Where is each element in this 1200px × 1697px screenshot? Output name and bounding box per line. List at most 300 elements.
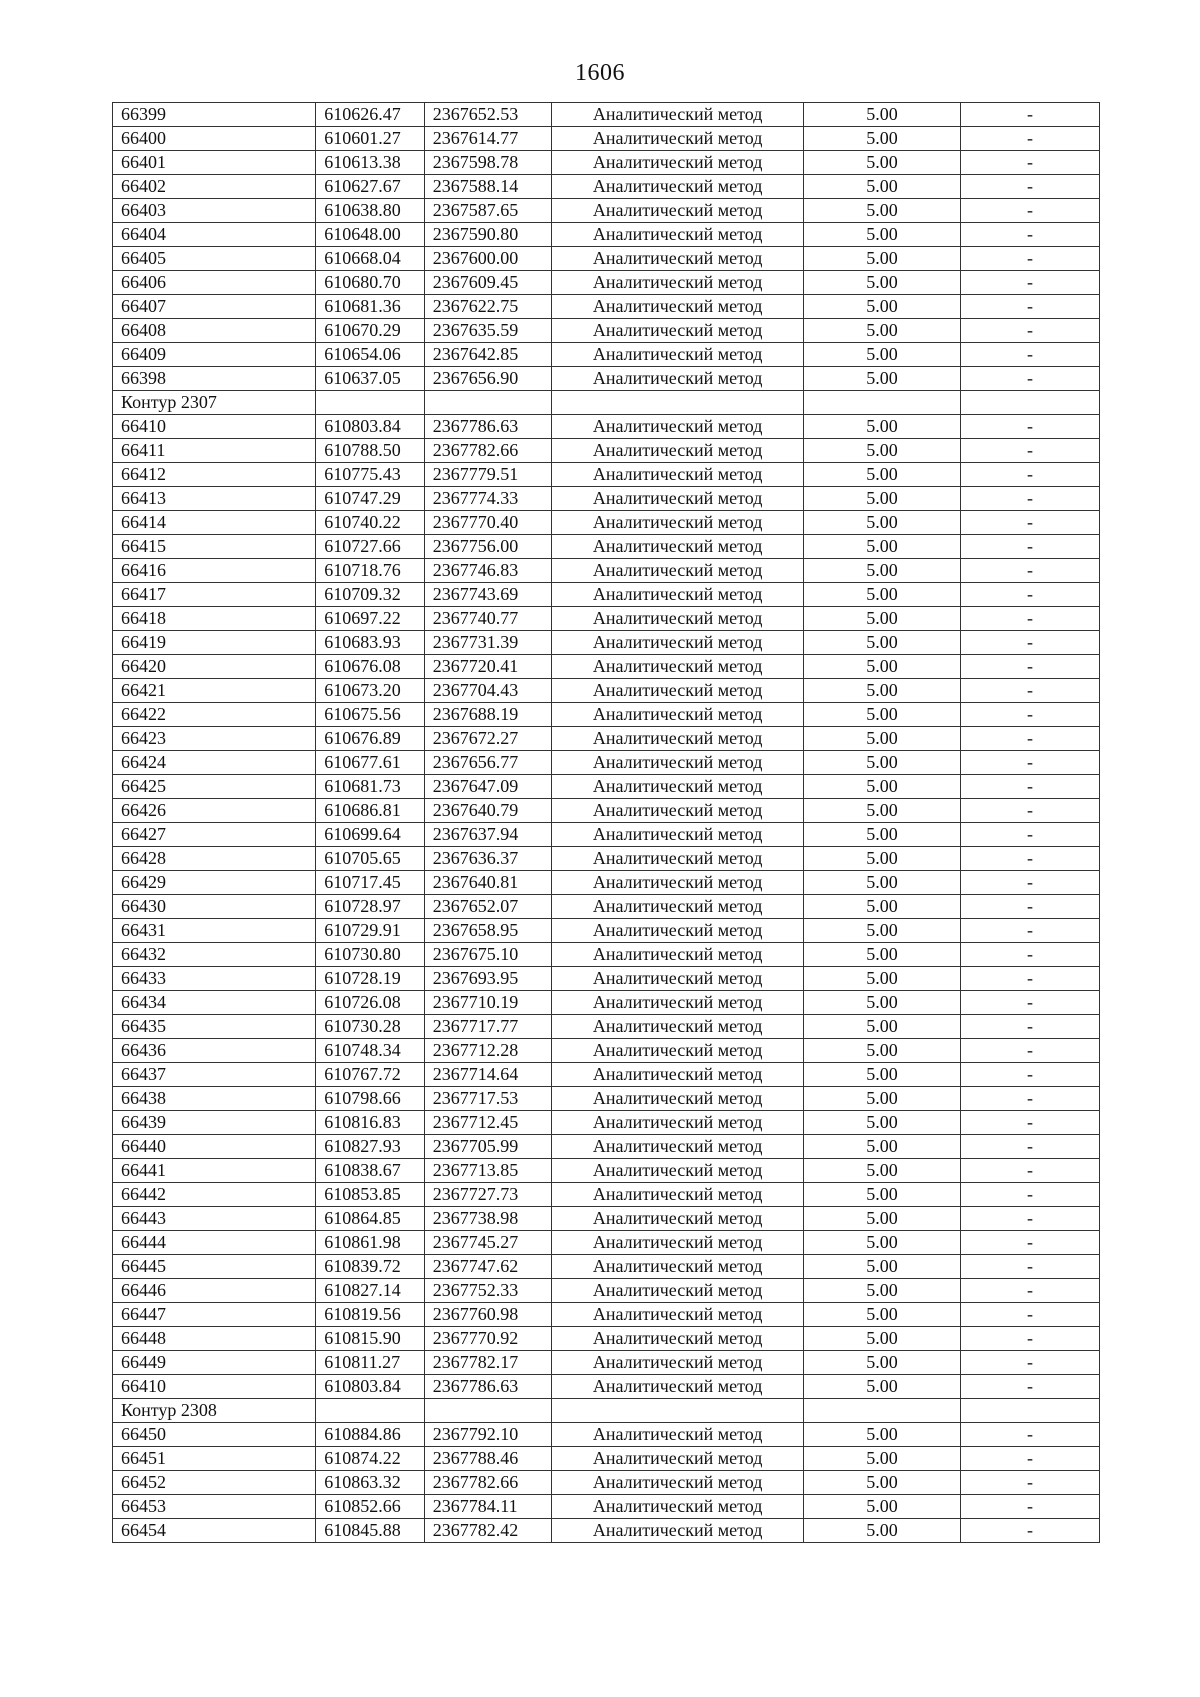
dash-cell: - [960, 1423, 1099, 1447]
precision-cell: 5.00 [803, 199, 960, 223]
point-id-cell: 66441 [113, 1159, 316, 1183]
x-coordinate-cell: 610803.84 [316, 1375, 424, 1399]
point-id-cell: 66434 [113, 991, 316, 1015]
dash-cell: - [960, 1063, 1099, 1087]
precision-cell: 5.00 [803, 367, 960, 391]
dash-cell: - [960, 295, 1099, 319]
dash-cell: - [960, 583, 1099, 607]
y-coordinate-cell: 2367727.73 [424, 1183, 551, 1207]
y-coordinate-cell: 2367786.63 [424, 415, 551, 439]
table-row [113, 535, 1100, 559]
table-row [113, 679, 1100, 703]
dash-cell: - [960, 727, 1099, 751]
point-id-cell: 66429 [113, 871, 316, 895]
contour-label: Контур 2307 [113, 391, 316, 415]
point-id-cell: 66439 [113, 1111, 316, 1135]
table-row [113, 1087, 1100, 1111]
precision-cell: 5.00 [803, 1183, 960, 1207]
precision-cell: 5.00 [803, 151, 960, 175]
y-coordinate-cell: 2367784.11 [424, 1495, 551, 1519]
table-row [113, 727, 1100, 751]
method-cell: Аналитический метод [552, 127, 804, 151]
method-cell: Аналитический метод [552, 583, 804, 607]
empty-cell [316, 1399, 424, 1423]
method-cell: Аналитический метод [552, 199, 804, 223]
method-cell: Аналитический метод [552, 463, 804, 487]
point-id-cell: 66454 [113, 1519, 316, 1543]
precision-cell: 5.00 [803, 1231, 960, 1255]
method-cell: Аналитический метод [552, 1375, 804, 1399]
method-cell: Аналитический метод [552, 247, 804, 271]
y-coordinate-cell: 2367600.00 [424, 247, 551, 271]
y-coordinate-cell: 2367704.43 [424, 679, 551, 703]
table-row [113, 463, 1100, 487]
dash-cell: - [960, 1351, 1099, 1375]
method-cell: Аналитический метод [552, 1351, 804, 1375]
point-id-cell: 66426 [113, 799, 316, 823]
y-coordinate-cell: 2367752.33 [424, 1279, 551, 1303]
method-cell: Аналитический метод [552, 295, 804, 319]
method-cell: Аналитический метод [552, 823, 804, 847]
method-cell: Аналитический метод [552, 943, 804, 967]
x-coordinate-cell: 610637.05 [316, 367, 424, 391]
method-cell: Аналитический метод [552, 775, 804, 799]
point-id-cell: 66406 [113, 271, 316, 295]
x-coordinate-cell: 610884.86 [316, 1423, 424, 1447]
point-id-cell: 66423 [113, 727, 316, 751]
table-row [113, 823, 1100, 847]
method-cell: Аналитический метод [552, 1423, 804, 1447]
table-row [113, 751, 1100, 775]
precision-cell: 5.00 [803, 1207, 960, 1231]
dash-cell: - [960, 175, 1099, 199]
point-id-cell: 66414 [113, 511, 316, 535]
contour-label: Контур 2308 [113, 1399, 316, 1423]
y-coordinate-cell: 2367740.77 [424, 607, 551, 631]
x-coordinate-cell: 610730.28 [316, 1015, 424, 1039]
method-cell: Аналитический метод [552, 1303, 804, 1327]
method-cell: Аналитический метод [552, 415, 804, 439]
x-coordinate-cell: 610627.67 [316, 175, 424, 199]
method-cell: Аналитический метод [552, 751, 804, 775]
precision-cell: 5.00 [803, 1063, 960, 1087]
x-coordinate-cell: 610740.22 [316, 511, 424, 535]
method-cell: Аналитический метод [552, 271, 804, 295]
y-coordinate-cell: 2367640.81 [424, 871, 551, 895]
x-coordinate-cell: 610654.06 [316, 343, 424, 367]
x-coordinate-cell: 610839.72 [316, 1255, 424, 1279]
method-cell: Аналитический метод [552, 919, 804, 943]
empty-cell [960, 391, 1099, 415]
x-coordinate-cell: 610788.50 [316, 439, 424, 463]
point-id-cell: 66417 [113, 583, 316, 607]
precision-cell: 5.00 [803, 103, 960, 127]
precision-cell: 5.00 [803, 679, 960, 703]
method-cell: Аналитический метод [552, 631, 804, 655]
precision-cell: 5.00 [803, 511, 960, 535]
point-id-cell: 66398 [113, 367, 316, 391]
point-id-cell: 66445 [113, 1255, 316, 1279]
x-coordinate-cell: 610815.90 [316, 1327, 424, 1351]
method-cell: Аналитический метод [552, 175, 804, 199]
y-coordinate-cell: 2367587.65 [424, 199, 551, 223]
point-id-cell: 66450 [113, 1423, 316, 1447]
method-cell: Аналитический метод [552, 607, 804, 631]
point-id-cell: 66422 [113, 703, 316, 727]
precision-cell: 5.00 [803, 1111, 960, 1135]
method-cell: Аналитический метод [552, 1279, 804, 1303]
precision-cell: 5.00 [803, 1327, 960, 1351]
precision-cell: 5.00 [803, 1519, 960, 1543]
empty-cell [803, 1399, 960, 1423]
y-coordinate-cell: 2367656.90 [424, 367, 551, 391]
point-id-cell: 66415 [113, 535, 316, 559]
point-id-cell: 66436 [113, 1039, 316, 1063]
page-number: 1606 [575, 60, 625, 86]
dash-cell: - [960, 223, 1099, 247]
table-row [113, 1423, 1100, 1447]
dash-cell: - [960, 871, 1099, 895]
x-coordinate-cell: 610675.56 [316, 703, 424, 727]
precision-cell: 5.00 [803, 583, 960, 607]
dash-cell: - [960, 487, 1099, 511]
dash-cell: - [960, 607, 1099, 631]
precision-cell: 5.00 [803, 415, 960, 439]
y-coordinate-cell: 2367746.83 [424, 559, 551, 583]
table-row [113, 319, 1100, 343]
method-cell: Аналитический метод [552, 679, 804, 703]
point-id-cell: 66402 [113, 175, 316, 199]
y-coordinate-cell: 2367672.27 [424, 727, 551, 751]
y-coordinate-cell: 2367609.45 [424, 271, 551, 295]
y-coordinate-cell: 2367756.00 [424, 535, 551, 559]
table-row [113, 487, 1100, 511]
dash-cell: - [960, 439, 1099, 463]
method-cell: Аналитический метод [552, 1207, 804, 1231]
x-coordinate-cell: 610827.93 [316, 1135, 424, 1159]
table-row [113, 1183, 1100, 1207]
point-id-cell: 66437 [113, 1063, 316, 1087]
y-coordinate-cell: 2367637.94 [424, 823, 551, 847]
point-id-cell: 66442 [113, 1183, 316, 1207]
point-id-cell: 66443 [113, 1207, 316, 1231]
precision-cell: 5.00 [803, 487, 960, 511]
dash-cell: - [960, 415, 1099, 439]
y-coordinate-cell: 2367588.14 [424, 175, 551, 199]
method-cell: Аналитический метод [552, 103, 804, 127]
y-coordinate-cell: 2367782.17 [424, 1351, 551, 1375]
x-coordinate-cell: 610718.76 [316, 559, 424, 583]
precision-cell: 5.00 [803, 631, 960, 655]
table-row [113, 199, 1100, 223]
x-coordinate-cell: 610852.66 [316, 1495, 424, 1519]
dash-cell: - [960, 1015, 1099, 1039]
point-id-cell: 66425 [113, 775, 316, 799]
y-coordinate-cell: 2367788.46 [424, 1447, 551, 1471]
method-cell: Аналитический метод [552, 367, 804, 391]
method-cell: Аналитический метод [552, 703, 804, 727]
table-row [113, 1111, 1100, 1135]
dash-cell: - [960, 1207, 1099, 1231]
y-coordinate-cell: 2367782.42 [424, 1519, 551, 1543]
point-id-cell: 66405 [113, 247, 316, 271]
precision-cell: 5.00 [803, 943, 960, 967]
precision-cell: 5.00 [803, 1135, 960, 1159]
table-row [113, 1135, 1100, 1159]
y-coordinate-cell: 2367647.09 [424, 775, 551, 799]
method-cell: Аналитический метод [552, 559, 804, 583]
x-coordinate-cell: 610728.97 [316, 895, 424, 919]
table-row [113, 223, 1100, 247]
method-cell: Аналитический метод [552, 223, 804, 247]
y-coordinate-cell: 2367770.40 [424, 511, 551, 535]
y-coordinate-cell: 2367705.99 [424, 1135, 551, 1159]
point-id-cell: 66440 [113, 1135, 316, 1159]
method-cell: Аналитический метод [552, 1087, 804, 1111]
point-id-cell: 66421 [113, 679, 316, 703]
method-cell: Аналитический метод [552, 799, 804, 823]
point-id-cell: 66432 [113, 943, 316, 967]
x-coordinate-cell: 610676.08 [316, 655, 424, 679]
dash-cell: - [960, 1327, 1099, 1351]
y-coordinate-cell: 2367658.95 [424, 919, 551, 943]
precision-cell: 5.00 [803, 1087, 960, 1111]
empty-cell [424, 391, 551, 415]
x-coordinate-cell: 610730.80 [316, 943, 424, 967]
point-id-cell: 66438 [113, 1087, 316, 1111]
precision-cell: 5.00 [803, 991, 960, 1015]
x-coordinate-cell: 610699.64 [316, 823, 424, 847]
table-row [113, 1495, 1100, 1519]
table-row [113, 103, 1100, 127]
table-row [113, 799, 1100, 823]
y-coordinate-cell: 2367590.80 [424, 223, 551, 247]
x-coordinate-cell: 610803.84 [316, 415, 424, 439]
x-coordinate-cell: 610811.27 [316, 1351, 424, 1375]
table-row [113, 1063, 1100, 1087]
point-id-cell: 66419 [113, 631, 316, 655]
table-row [113, 871, 1100, 895]
point-id-cell: 66411 [113, 439, 316, 463]
x-coordinate-cell: 610861.98 [316, 1231, 424, 1255]
precision-cell: 5.00 [803, 1039, 960, 1063]
point-id-cell: 66444 [113, 1231, 316, 1255]
table-row [113, 1255, 1100, 1279]
dash-cell: - [960, 655, 1099, 679]
precision-cell: 5.00 [803, 1015, 960, 1039]
table-row [113, 511, 1100, 535]
precision-cell: 5.00 [803, 1255, 960, 1279]
dash-cell: - [960, 1255, 1099, 1279]
y-coordinate-cell: 2367760.98 [424, 1303, 551, 1327]
x-coordinate-cell: 610601.27 [316, 127, 424, 151]
dash-cell: - [960, 271, 1099, 295]
x-coordinate-cell: 610686.81 [316, 799, 424, 823]
y-coordinate-cell: 2367779.51 [424, 463, 551, 487]
method-cell: Аналитический метод [552, 1327, 804, 1351]
precision-cell: 5.00 [803, 775, 960, 799]
dash-cell: - [960, 1183, 1099, 1207]
y-coordinate-cell: 2367635.59 [424, 319, 551, 343]
x-coordinate-cell: 610864.85 [316, 1207, 424, 1231]
table-row [113, 247, 1100, 271]
method-cell: Аналитический метод [552, 1063, 804, 1087]
precision-cell: 5.00 [803, 655, 960, 679]
precision-cell: 5.00 [803, 439, 960, 463]
y-coordinate-cell: 2367747.62 [424, 1255, 551, 1279]
x-coordinate-cell: 610819.56 [316, 1303, 424, 1327]
dash-cell: - [960, 943, 1099, 967]
precision-cell: 5.00 [803, 1375, 960, 1399]
table-row [113, 895, 1100, 919]
point-id-cell: 66412 [113, 463, 316, 487]
table-row [113, 919, 1100, 943]
y-coordinate-cell: 2367710.19 [424, 991, 551, 1015]
point-id-cell: 66431 [113, 919, 316, 943]
precision-cell: 5.00 [803, 463, 960, 487]
precision-cell: 5.00 [803, 247, 960, 271]
x-coordinate-cell: 610827.14 [316, 1279, 424, 1303]
x-coordinate-cell: 610838.67 [316, 1159, 424, 1183]
x-coordinate-cell: 610816.83 [316, 1111, 424, 1135]
table-row [113, 1015, 1100, 1039]
table-row [113, 1447, 1100, 1471]
table-row [113, 343, 1100, 367]
precision-cell: 5.00 [803, 319, 960, 343]
dash-cell: - [960, 127, 1099, 151]
table-row [113, 583, 1100, 607]
coordinates-table [112, 102, 1100, 1543]
point-id-cell: 66418 [113, 607, 316, 631]
x-coordinate-cell: 610726.08 [316, 991, 424, 1015]
dash-cell: - [960, 703, 1099, 727]
method-cell: Аналитический метод [552, 1135, 804, 1159]
point-id-cell: 66404 [113, 223, 316, 247]
dash-cell: - [960, 1087, 1099, 1111]
x-coordinate-cell: 610845.88 [316, 1519, 424, 1543]
dash-cell: - [960, 895, 1099, 919]
y-coordinate-cell: 2367688.19 [424, 703, 551, 727]
dash-cell: - [960, 1495, 1099, 1519]
dash-cell: - [960, 823, 1099, 847]
dash-cell: - [960, 991, 1099, 1015]
y-coordinate-cell: 2367636.37 [424, 847, 551, 871]
method-cell: Аналитический метод [552, 1471, 804, 1495]
method-cell: Аналитический метод [552, 151, 804, 175]
table-row [113, 1279, 1100, 1303]
x-coordinate-cell: 610798.66 [316, 1087, 424, 1111]
precision-cell: 5.00 [803, 1279, 960, 1303]
y-coordinate-cell: 2367712.45 [424, 1111, 551, 1135]
precision-cell: 5.00 [803, 871, 960, 895]
dash-cell: - [960, 199, 1099, 223]
x-coordinate-cell: 610683.93 [316, 631, 424, 655]
method-cell: Аналитический метод [552, 439, 804, 463]
method-cell: Аналитический метод [552, 655, 804, 679]
point-id-cell: 66410 [113, 1375, 316, 1399]
table-row [113, 655, 1100, 679]
dash-cell: - [960, 559, 1099, 583]
precision-cell: 5.00 [803, 1423, 960, 1447]
dash-cell: - [960, 1039, 1099, 1063]
dash-cell: - [960, 511, 1099, 535]
table-row [113, 151, 1100, 175]
precision-cell: 5.00 [803, 343, 960, 367]
table-row [113, 1207, 1100, 1231]
dash-cell: - [960, 1519, 1099, 1543]
table-row [113, 943, 1100, 967]
table-row [113, 367, 1100, 391]
table-row [113, 631, 1100, 655]
x-coordinate-cell: 610681.73 [316, 775, 424, 799]
contour-header-row [113, 1399, 1100, 1423]
table-row [113, 271, 1100, 295]
method-cell: Аналитический метод [552, 319, 804, 343]
table-row [113, 127, 1100, 151]
method-cell: Аналитический метод [552, 1183, 804, 1207]
precision-cell: 5.00 [803, 1471, 960, 1495]
y-coordinate-cell: 2367738.98 [424, 1207, 551, 1231]
dash-cell: - [960, 151, 1099, 175]
table-row [113, 991, 1100, 1015]
y-coordinate-cell: 2367792.10 [424, 1423, 551, 1447]
point-id-cell: 66424 [113, 751, 316, 775]
method-cell: Аналитический метод [552, 1519, 804, 1543]
y-coordinate-cell: 2367720.41 [424, 655, 551, 679]
y-coordinate-cell: 2367774.33 [424, 487, 551, 511]
method-cell: Аналитический метод [552, 967, 804, 991]
y-coordinate-cell: 2367712.28 [424, 1039, 551, 1063]
dash-cell: - [960, 1231, 1099, 1255]
dash-cell: - [960, 463, 1099, 487]
y-coordinate-cell: 2367640.79 [424, 799, 551, 823]
precision-cell: 5.00 [803, 1495, 960, 1519]
precision-cell: 5.00 [803, 559, 960, 583]
precision-cell: 5.00 [803, 535, 960, 559]
dash-cell: - [960, 247, 1099, 271]
x-coordinate-cell: 610648.00 [316, 223, 424, 247]
y-coordinate-cell: 2367652.07 [424, 895, 551, 919]
table-row [113, 1351, 1100, 1375]
dash-cell: - [960, 1303, 1099, 1327]
precision-cell: 5.00 [803, 847, 960, 871]
x-coordinate-cell: 610728.19 [316, 967, 424, 991]
precision-cell: 5.00 [803, 175, 960, 199]
y-coordinate-cell: 2367782.66 [424, 439, 551, 463]
coordinates-table-body [113, 103, 1100, 1543]
dash-cell: - [960, 847, 1099, 871]
method-cell: Аналитический метод [552, 1039, 804, 1063]
dash-cell: - [960, 967, 1099, 991]
precision-cell: 5.00 [803, 703, 960, 727]
x-coordinate-cell: 610626.47 [316, 103, 424, 127]
y-coordinate-cell: 2367770.92 [424, 1327, 551, 1351]
precision-cell: 5.00 [803, 799, 960, 823]
point-id-cell: 66420 [113, 655, 316, 679]
table-row [113, 703, 1100, 727]
method-cell: Аналитический метод [552, 1495, 804, 1519]
x-coordinate-cell: 610747.29 [316, 487, 424, 511]
y-coordinate-cell: 2367743.69 [424, 583, 551, 607]
precision-cell: 5.00 [803, 271, 960, 295]
method-cell: Аналитический метод [552, 1159, 804, 1183]
table-row [113, 1471, 1100, 1495]
point-id-cell: 66427 [113, 823, 316, 847]
empty-cell [552, 391, 804, 415]
y-coordinate-cell: 2367642.85 [424, 343, 551, 367]
x-coordinate-cell: 610677.61 [316, 751, 424, 775]
x-coordinate-cell: 610748.34 [316, 1039, 424, 1063]
